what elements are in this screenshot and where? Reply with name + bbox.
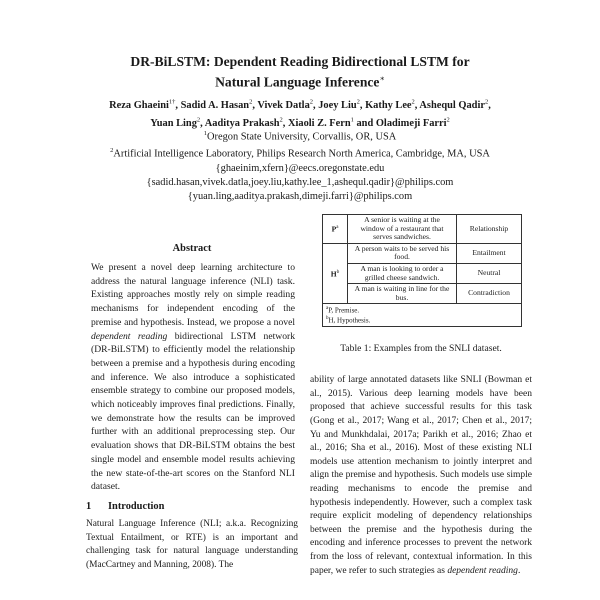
author: Yuan Ling$^2$,: [150, 116, 205, 130]
snli-examples-table: [322, 214, 522, 327]
author: Joey Liu$^2$,: [318, 99, 366, 112]
table-note-premise: P, Premise.: [328, 306, 360, 315]
table-row: [323, 284, 522, 304]
table-row: [323, 243, 522, 263]
affiliation-2: $^2$Artificial Intelligence Laboratory, Philips Research North America, Cambridge, MA, USA: [110, 147, 490, 160]
table-note-hypothesis: H, Hypothesis.: [328, 316, 371, 325]
section-heading-introduction: [86, 501, 298, 512]
right-column: [310, 214, 532, 588]
hypothesis-text: A man is waiting in line for the bus.: [348, 284, 457, 304]
title-line-2: Natural Language Inference: [215, 74, 380, 90]
email-line-1: {ghaeinim,xfern}@eecs.oregonstate.edu: [215, 162, 385, 174]
table-notes-row: [323, 304, 522, 327]
affiliations: [48, 127, 552, 204]
table-row: [323, 263, 522, 283]
section-number: 1: [86, 500, 92, 512]
body-emphasis: dependent reading: [447, 565, 518, 576]
title-footnote-marker: ∗: [379, 74, 385, 83]
author: Aaditya Prakash$^2$,: [204, 116, 288, 130]
email-line-3: {yuan.ling,aaditya.prakash,dimeji.farri}@philips.com: [187, 190, 413, 202]
title-line-1: DR-BiLSTM: Dependent Reading Bidirectional LSTM for: [130, 54, 470, 69]
premise-label: $P^a$: [323, 215, 348, 244]
author: Reza Ghaeini$^{1\dagger}$,: [109, 99, 181, 112]
author: Kathy Lee$^2$,: [365, 99, 420, 112]
hypothesis-label: $H^b$: [323, 243, 348, 304]
abstract-emphasis: dependent reading: [91, 330, 168, 342]
paper-title: [60, 53, 540, 91]
table-row: [323, 215, 522, 244]
abstract-text: We present a novel deep learning architecture to address the natural language inference (NLI) task. Existing approaches mostly rely on simple reading mechanisms for independent encoding of the premise and hypothesis. Instead, we propose a novel dependent reading bidirectional LSTM network (DR-BiLSTM) to efficiently model the relationship between a premise and a hypothesis during encoding and inference. We also introduce a sophisticated ensemble strategy to combine our proposed models, which noticeably improves final predictions. Finally, we demonstrate how the results can be improved further with an additional preprocessing step. Our evaluation shows that DR-BiLSTM obtains the best single model and ensemble model results achieving the new state-of-the-art scores on the Stanford NLI dataset.: [91, 262, 295, 493]
affiliation-1: $^1$Oregon State University, Corvallis, OR, USA: [203, 130, 397, 143]
email-line-2: {sadid.hasan,vivek.datla,joey.liu,kathy.lee_1,ashequl.qadir}@philips.com: [146, 176, 454, 188]
relationship-class: Entailment: [457, 243, 522, 263]
left-column: [86, 243, 298, 572]
author: Oladimeji Farri$^2$: [375, 116, 450, 130]
table-notes: $^a$P, Premise. $^b$H, Hypothesis.: [323, 304, 522, 327]
section-title: Introduction: [108, 500, 165, 512]
author: Vivek Datla$^2$,: [257, 99, 319, 112]
relationship-class: Neutral: [457, 263, 522, 283]
header-relationship: Relationship: [457, 215, 522, 244]
table-caption: Table 1: Examples from the SNLI dataset.: [340, 343, 502, 355]
body-paragraph: ability of large annotated datasets like SNLI (Bowman et al., 2015). Various deep learning models have been proposed that achieve successful results for this task (Gong et al., 2017; Wang et al., 2017; Chen et al., 2017; Yu and Munkhdalai, 2017a; Parikh et al., 2016; Zhao et al., 2016; Sha et al., 2016). Most of these existing NLI models use attention mechanism to jointly interpret and align the premise and hypothesis. Such models use simple reading mechanisms to encode the premise and hypothesis independently. However, such a complex task require explicit modeling of dependency relationships between the premise and the hypothesis during the encoding and inference processes to prevent the network from the loss of relevant, contextual information. In this paper, we refer to such strategies as dependent reading.: [310, 375, 532, 576]
hypothesis-text: A man is looking to order a grilled cheese sandwich.: [348, 263, 457, 283]
abstract-heading: Abstract: [172, 243, 212, 254]
introduction-text: Natural Language Inference (NLI; a.k.a. Recognizing Textual Entailment, or RTE) is an important and challenging task for natural language understanding (MacCartney and Manning, 2008). The: [86, 518, 298, 570]
relationship-class: Contradiction: [457, 284, 522, 304]
author: Sadid A. Hasan$^2$,: [180, 99, 258, 112]
author: Xiaoli Z. Fern$^1$ and: [288, 116, 376, 130]
author: Ashequl Qadir$^2$,: [419, 99, 491, 112]
premise-text: A senior is waiting at the window of a restaurant that serves sandwiches.: [348, 215, 457, 244]
hypothesis-text: A person waits to be served his food.: [348, 243, 457, 263]
